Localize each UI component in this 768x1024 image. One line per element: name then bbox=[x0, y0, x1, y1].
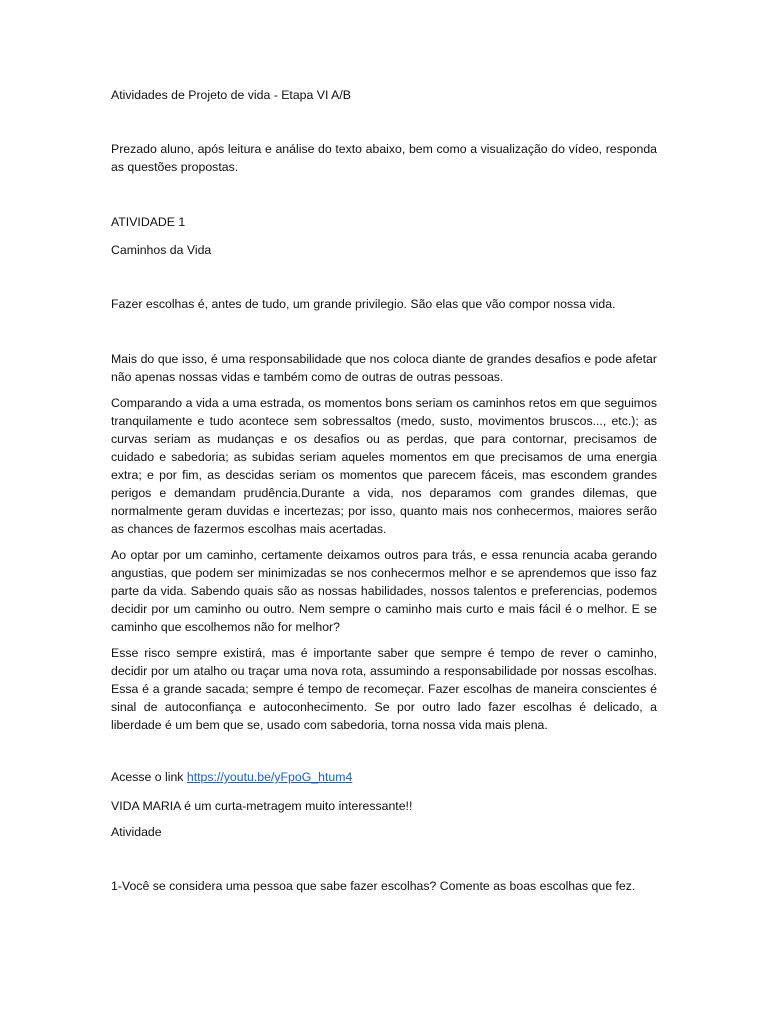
paragraph-3: Comparando a vida a uma estrada, os momentos bons seriam os caminhos retos em que seguimos tranquilamente e tudo acontece sem sobressaltos (medo, susto, movimentos bruscos..., etc.); as curvas seriam as mudanças e os desafios ou as perdas, que para contornar, precisamos de cuidado e sabedoria; as subidas seriam aqueles momentos em que precisamos de uma energia extra; e por fim, as descidas seriam os momentos que parecem fáceis, mas escondem grandes perigos e demandam prudência.Durante a vida, nos deparamos com grandes dilemas, que normalmente geram duvidas e incertezas; por isso, quanto mais nos conhecermos, maiores serão as chances de fazermos escolhas mais acertadas. bbox=[111, 396, 657, 536]
paragraph-2: Mais do que isso, é uma responsabilidade que nos coloca diante de grandes desafios e pode afetar não apenas nossas vidas e também como de outras de outras pessoas. bbox=[111, 352, 657, 384]
video-link[interactable]: https://youtu.be/yFpoG_htum4 bbox=[186, 770, 353, 784]
link-prefix: Acesse o link bbox=[111, 770, 187, 784]
video-note: VIDA MARIA é um curta-metragem muito interessante!! bbox=[111, 799, 413, 813]
activity-subtitle: Caminhos da Vida bbox=[111, 243, 212, 257]
activity-heading: ATIVIDADE 1 bbox=[111, 215, 186, 229]
paragraph-5: Esse risco sempre existirá, mas é importante saber que sempre é tempo de rever o caminho, decidir por um atalho ou traçar uma nova rota, assumindo a responsabilidade por nossas escolhas. Essa é a grande sacada; sempre é tempo de recomeçar. Fazer escolhas de maneira conscientes é sinal de autoconfiança e autoconhecimento. Se por outro lado fazer escolhas é delicado, a liberdade é um bem que se, usado com sabedoria, torna nossa vida mais plena. bbox=[111, 646, 657, 732]
paragraph-1: Fazer escolhas é, antes de tudo, um grande privilegio. São elas que vão compor nossa vida. bbox=[111, 297, 616, 311]
link-line bbox=[111, 768, 657, 786]
intro-paragraph: Prezado aluno, após leitura e análise do texto abaixo, bem como a visualização do vídeo, responda as questões propostas. bbox=[111, 142, 657, 174]
paragraph-4: Ao optar por um caminho, certamente deixamos outros para trás, e essa renuncia acaba gerando angustias, que podem ser minimizadas se nos conhecermos melhor e se aprendemos que isso faz parte da vida. Sabendo quais são as nossas habilidades, nossos talentos e preferencias, podemos decidir por um caminho ou outro. Nem sempre o caminho mais curto e mais fácil é o melhor. E se caminho que escolhemos não for melhor? bbox=[111, 548, 657, 634]
document-title: Atividades de Projeto de vida - Etapa VI A/B bbox=[111, 88, 351, 102]
question-1: 1-Você se considera uma pessoa que sabe fazer escolhas? Comente as boas escolhas que fez. bbox=[111, 879, 636, 893]
activity-label: Atividade bbox=[111, 825, 162, 839]
